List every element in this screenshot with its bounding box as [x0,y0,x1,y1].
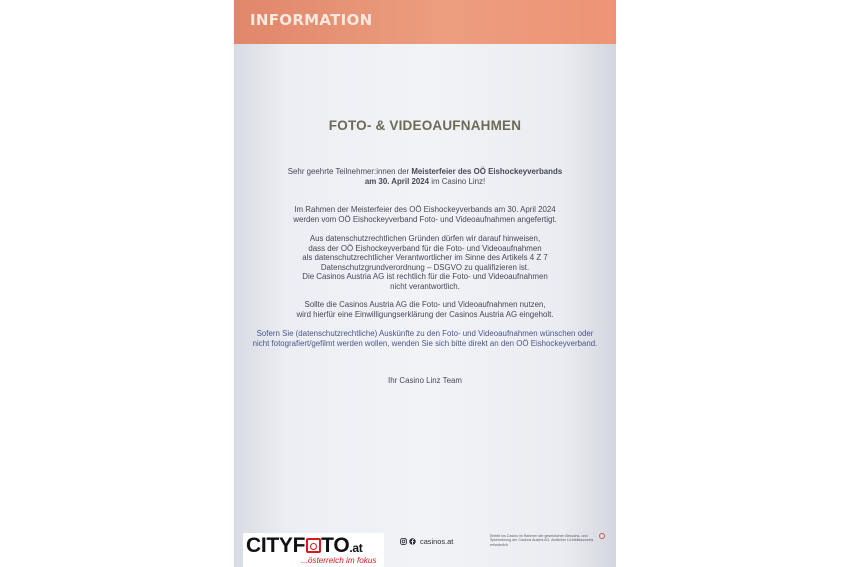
text-line: nicht verantwortlich. [390,281,460,291]
information-sheet [234,0,616,567]
fine-print-line: Spielordnung der Casinos Austria AG. Amtlicher Lichtbildausweis [490,538,594,543]
text-line: Im Rahmen der Meisterfeier des OÖ Eishockeyverbands am 30. April 2024 [294,205,556,214]
watermark-tagline: ...österreich im fokus [301,556,377,565]
social-label: casinos.at [420,537,454,546]
greeting-line [234,177,616,187]
banner-title: INFORMATION [250,11,373,29]
instagram-icon [400,538,407,545]
fine-print [490,534,606,547]
document-heading: FOTO- & VIDEOAUFNAHMEN [328,118,522,133]
greeting-date: am 30. April 2024 [364,176,430,186]
text-line: Die Casinos Austria AG ist rechtlich für die Foto- und Videoaufnahmen [302,272,548,282]
greeting-text: Sehr geehrte Teilnehmer:innen der [287,167,412,176]
cityfoto-watermark [243,533,384,567]
greeting-venue: im Casino Linz! [429,176,486,186]
greeting-paragraph [234,167,616,186]
watermark-main: CITYF TO.at [246,534,363,557]
facebook-icon [409,538,416,545]
text-line: Datenschutzgrundverordnung – DSGVO zu qualifizieren ist. [320,262,530,272]
footer-social [400,537,453,546]
text-line: Sollte die Casinos Austria AG die Foto- und Videoaufnahmen nutzen, [304,300,546,309]
text-line: wird hierfür eine Einwilligungserklärung der Casinos Austria AG eingeholt. [296,309,554,319]
text-line: als datenschutzrechtlicher Verantwortlicher im Sinne des Artikels 4 Z 7 [302,253,548,263]
text-line: Sofern Sie (datenschutzrechtliche) Auskünfte zu den Foto- und Videoaufnahmen wünschen oder [256,329,594,338]
paragraph-data-protection [234,234,616,292]
signature: Ihr Casino Linz Team [388,376,462,385]
watermark-suffix: .at [349,541,363,555]
information-banner [234,0,616,44]
fine-print-line: erforderlich. [490,542,509,547]
text-line: nicht fotografiert/gefilmt werden wollen, wenden Sie sich bitte direkt an den OÖ Eishockeyverband. [252,338,598,348]
greeting-line [234,167,616,177]
camera-icon [306,538,321,553]
paragraph-event-recording [234,205,616,224]
paragraph-contact [234,329,616,348]
age-badge-icon [599,533,605,539]
text-line: dass der OÖ Eishockeyverband für die Foto- und Videoaufnahmen [308,243,542,253]
fine-print-line: Eintritt ins Casino im Rahmen der gesetzlichen Besuchs- und [490,534,588,538]
paragraph-consent [234,300,616,319]
text-line: Aus datenschutzrechtlichen Gründen dürfen wir darauf hinweisen, [309,234,541,243]
text-line: werden vom OÖ Eishockeyverband Foto- und Videoaufnahmen angefertigt. [293,214,557,224]
greeting-event: Meisterfeier des OÖ Eishockeyverbands [411,167,563,176]
